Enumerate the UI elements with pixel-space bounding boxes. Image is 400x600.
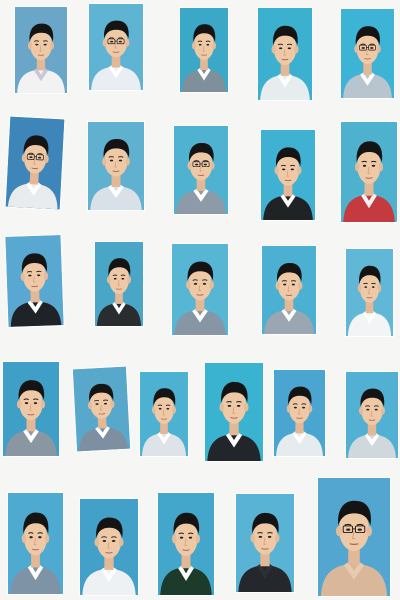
left-eye [103,540,106,542]
right-ear [244,403,249,412]
id-photo [158,493,214,595]
portrait [205,363,263,461]
left-ear [358,284,362,292]
left-eye [35,44,38,46]
right-eye [204,164,207,166]
right-eye [372,286,375,288]
left-eye [29,536,32,538]
right-eye [166,408,169,410]
left-ear [272,45,276,53]
neck [366,301,374,313]
neck [98,417,107,429]
portrait [180,8,228,92]
left-eye [346,528,350,530]
left-eye [110,41,113,43]
portrait [95,242,143,326]
id-photo [172,244,228,335]
neck [104,557,113,570]
left-eye [294,407,297,409]
left-eye [228,405,231,407]
right-ear [366,526,372,536]
right-eye [119,160,122,162]
neck [284,184,293,196]
left-eye [364,286,367,288]
right-eye [358,528,362,530]
left-ear [355,163,359,172]
portrait [346,249,393,336]
right-ear [294,45,298,53]
portrait [172,244,228,335]
right-ear [45,534,49,543]
neck [365,182,374,196]
right-ear [275,534,280,543]
left-ear [103,39,107,47]
neck [229,422,238,435]
portrait [258,8,312,100]
portrait [346,372,398,458]
neck [260,553,269,566]
left-eye [110,160,113,162]
neck [37,59,45,71]
portrait [341,9,394,98]
neck [27,418,36,431]
right-eye [370,47,373,49]
portrait [318,478,390,596]
right-ear [210,281,214,289]
id-photo [274,370,325,456]
id-photo [80,499,138,595]
neck [348,549,360,565]
left-ear [22,534,26,543]
right-eye [206,44,209,46]
id-photo [8,493,63,594]
neck [200,58,208,70]
left-eye [282,168,285,170]
left-ear [275,167,279,175]
right-eye [372,165,375,167]
neck [30,172,39,185]
neck [182,554,191,568]
neck [115,292,123,304]
id-photo [262,246,316,334]
left-ear [186,281,190,289]
left-ear [188,162,192,170]
left-eye [283,284,286,286]
neck [112,56,121,68]
left-eye [159,408,162,410]
id-photo [258,8,312,100]
right-ear [50,42,54,50]
portrait [3,362,59,456]
id-photo [205,363,263,461]
id-photo [346,249,393,336]
portrait [274,370,325,456]
left-eye [25,402,28,404]
right-eye [292,284,295,286]
left-eye [366,409,369,411]
right-eye [121,278,124,280]
portrait [140,372,188,456]
left-eye [194,283,197,285]
left-eye [362,47,365,49]
id-photo [89,4,143,90]
portrait [73,367,130,452]
right-ear [125,39,129,47]
neck [197,179,206,191]
id-photo [95,242,143,326]
neck [295,422,303,434]
portrait [8,493,63,594]
left-ear [28,42,32,50]
id-photo [73,367,130,452]
id-photo [174,126,228,214]
left-eye [114,278,117,280]
left-ear [152,406,156,413]
right-eye [119,41,122,43]
right-ear [127,276,131,283]
left-ear [192,42,196,49]
id-photo [6,117,65,210]
neck [112,175,121,187]
left-ear [336,526,342,536]
portrait [88,122,144,210]
right-ear [377,45,381,53]
portrait [6,117,65,210]
left-eye [199,44,202,46]
id-photo [15,7,67,93]
neck [363,62,371,74]
left-ear [220,403,225,412]
left-ear [287,405,291,413]
portrait [89,4,143,90]
id-photo [341,122,397,222]
left-eye [195,164,198,166]
right-eye [203,283,206,285]
right-ear [41,400,45,408]
portrait [158,493,214,595]
id-photo [140,372,188,456]
right-eye [38,536,41,538]
left-ear [95,538,100,546]
neck [160,422,168,434]
portrait [236,494,294,592]
id-photo [88,122,144,210]
right-ear [377,284,381,292]
id-photo [5,235,63,327]
right-ear [196,534,200,543]
left-eye [180,537,183,539]
id-photo [341,9,394,98]
right-ear [381,407,385,415]
left-ear [107,276,111,283]
right-eye [302,407,305,409]
left-eye [279,47,282,49]
neck [285,299,294,311]
id-photo [3,362,59,456]
left-ear [17,400,21,408]
right-ear [212,42,216,49]
left-ear [172,534,176,543]
right-ear [379,163,383,172]
portrait [341,122,397,222]
right-ear [172,406,176,413]
right-eye [288,47,291,49]
id-photo [236,494,294,592]
neck [368,424,376,436]
right-eye [34,402,37,404]
right-eye [268,536,271,538]
left-eye [259,536,262,538]
right-ear [126,158,130,166]
id-photo [261,130,315,220]
right-eye [189,537,192,539]
neck [31,554,40,568]
right-ear [119,538,124,546]
portrait [261,130,315,220]
portrait [174,126,228,214]
right-eye [291,168,294,170]
neck [196,299,205,312]
portrait [80,499,138,595]
right-ear [297,167,301,175]
neck [281,63,290,76]
left-eye [363,165,366,167]
left-ear [251,534,256,543]
left-ear [359,407,363,415]
right-ear [308,405,312,413]
right-ear [210,162,214,170]
left-ear [276,282,280,290]
right-ear [298,282,302,290]
right-eye [237,405,240,407]
right-eye [112,540,115,542]
portrait [5,235,63,327]
left-ear [102,158,106,166]
id-photo [346,372,398,458]
left-ear [354,45,358,53]
id-photo [180,8,228,92]
id-photo [318,478,390,596]
neck [30,290,39,303]
right-eye [375,409,378,411]
portrait [262,246,316,334]
right-eye [44,44,47,46]
portrait [15,7,67,93]
